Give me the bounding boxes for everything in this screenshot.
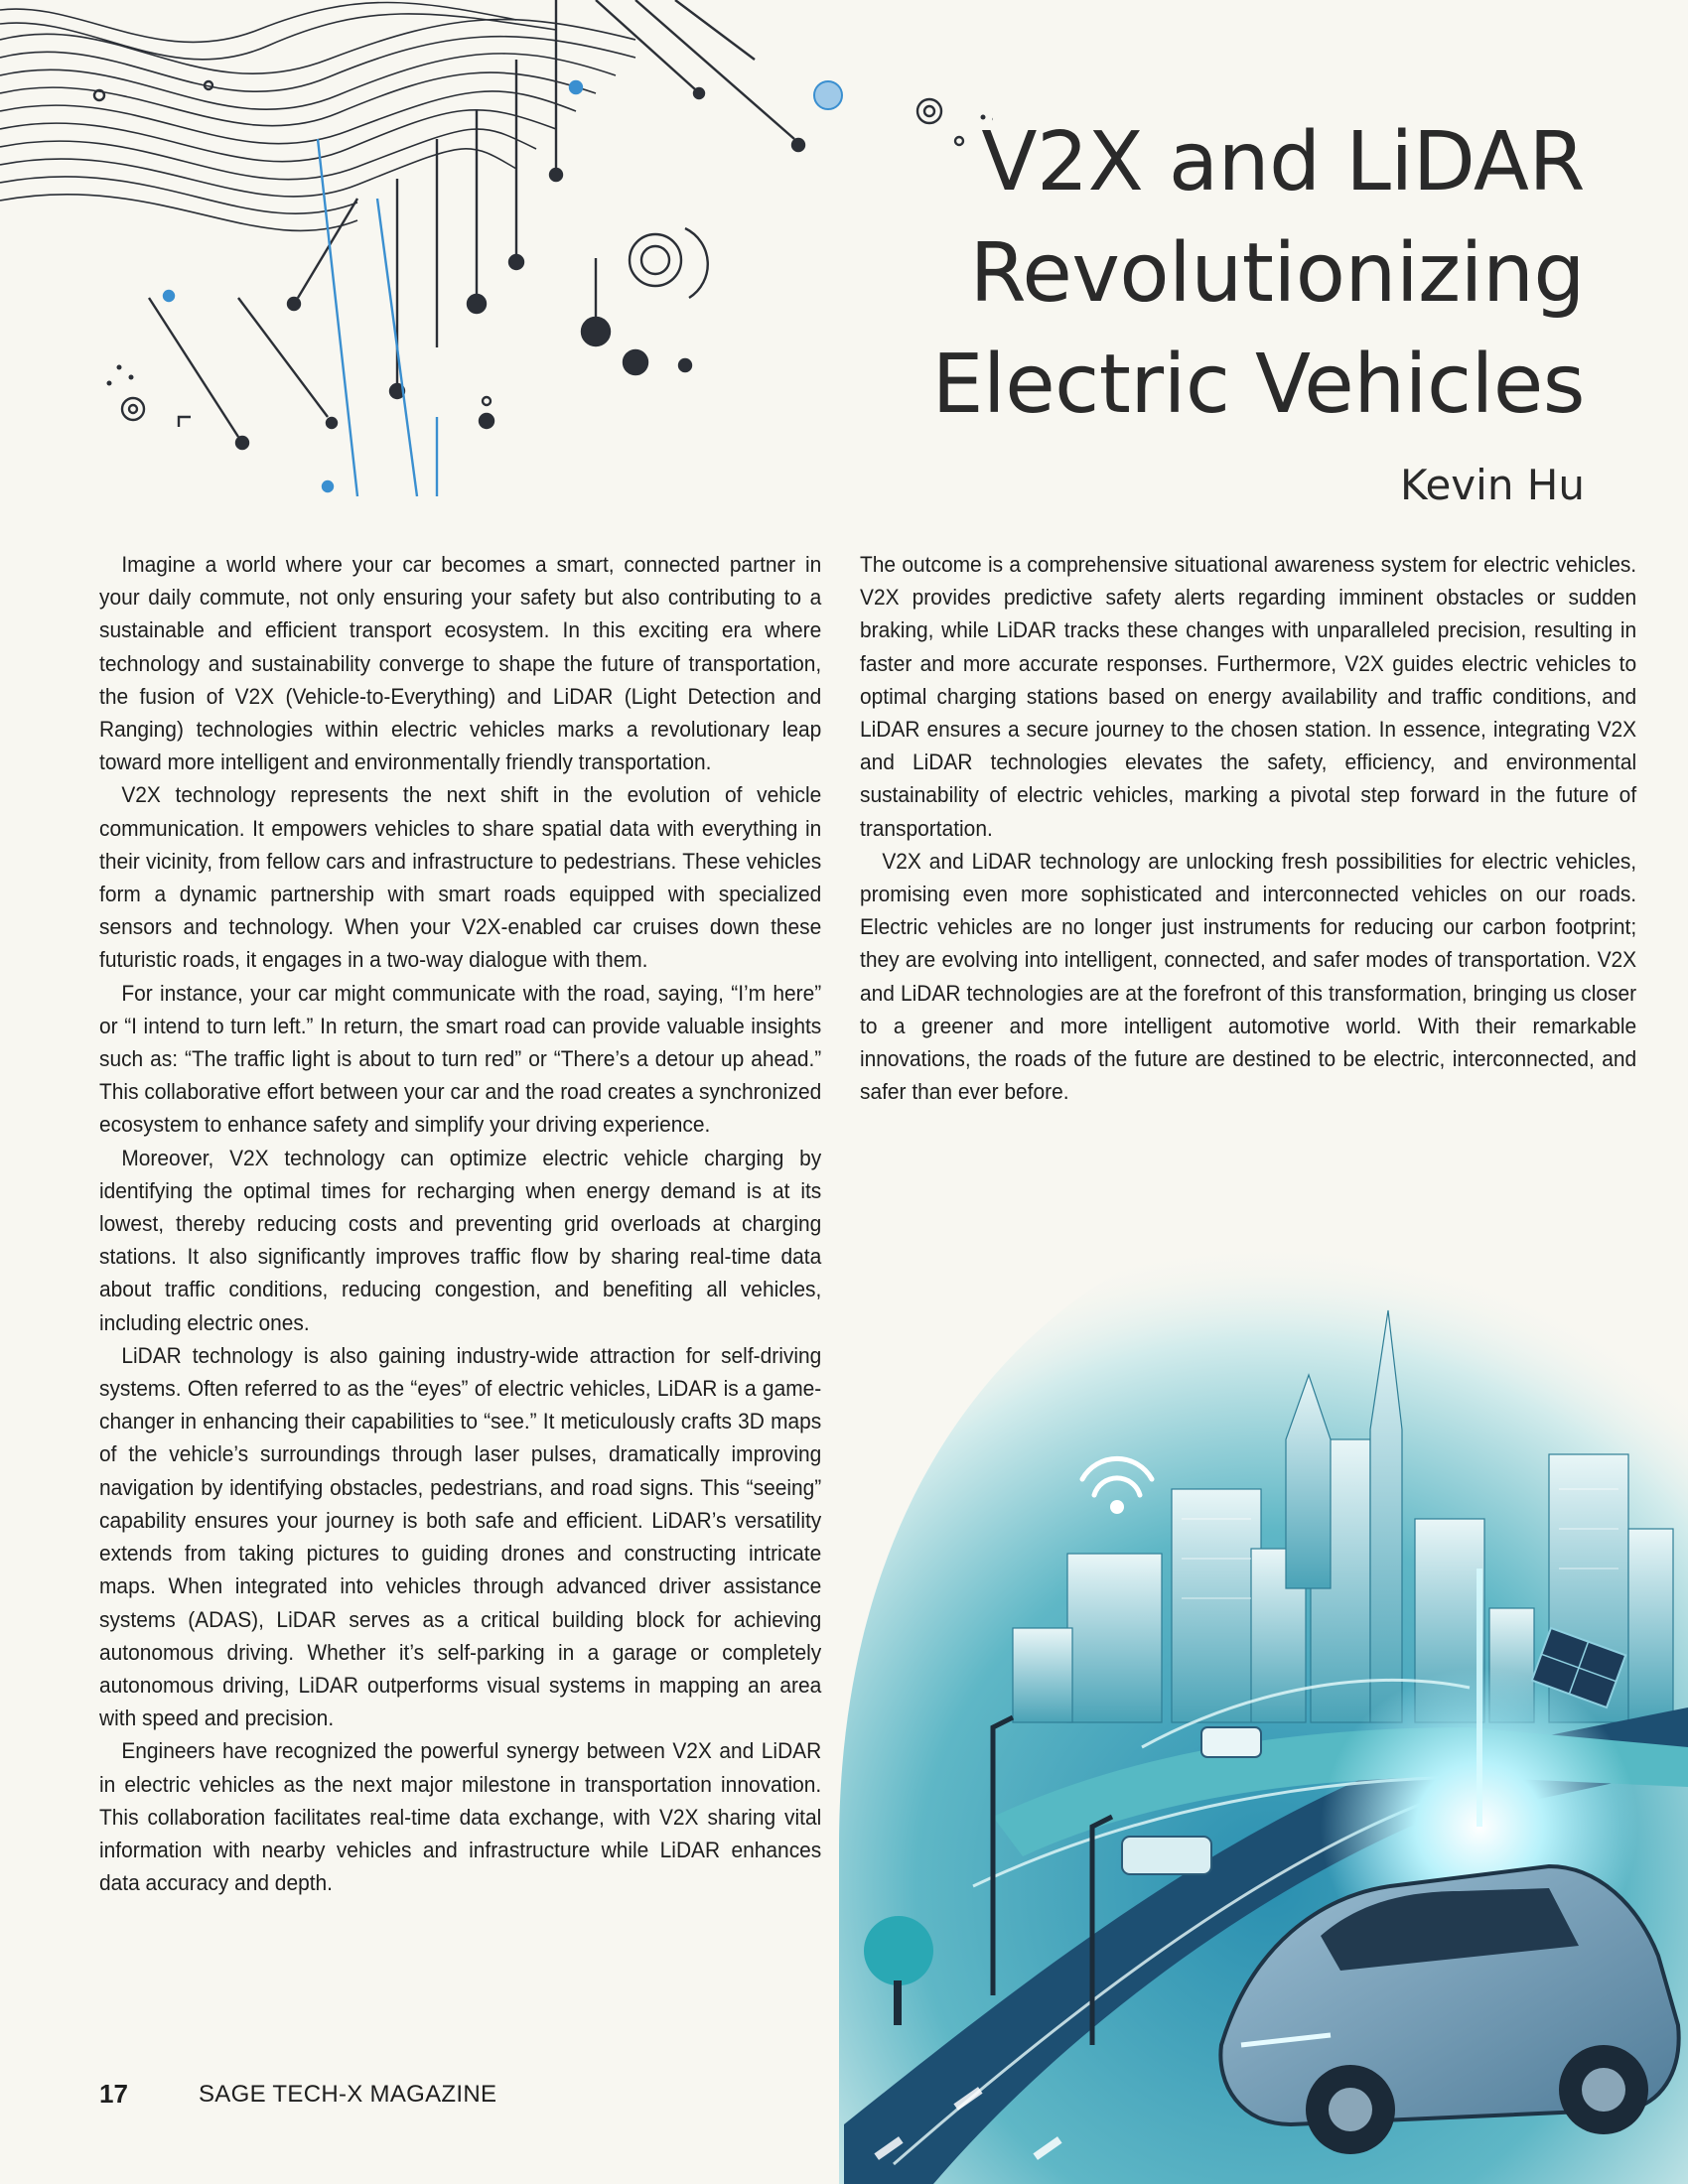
paragraph: Engineers have recognized the powerful synergy between V2X and LiDAR in electric vehicles as the next major milestone in transportation innovation. This collaboration facilitates real-time data exchange, with V2X sharing vital information with nearby vehicles and infrastructure while LiDAR enhances data accuracy and depth. <box>99 1738 822 1896</box>
paragraph: Moreover, V2X technology can optimize electric vehicle charging by identifying the optimal times for recharging when energy demand is at its lowest, thereby reducing costs and preventing grid overloads at charging stations. It also significantly improves traffic flow by sharing real-time data about traffic conditions, reducing congestion, and benefiting all vehicles, including electric ones. <box>99 1145 822 1335</box>
article-column-right <box>860 548 1636 1108</box>
article-column-left <box>99 548 821 1899</box>
title-line-1: V2X and LiDAR <box>981 115 1585 209</box>
paragraph: For instance, your car might communicate with the road, saying, “I’m here” or “I intend to turn left.” In return, the smart road can provide valuable insights such as: “The traffic light is about to turn red” or “There’s a detour up ahead.” This collaborative effort between your car and the road creates a synchronized ecosystem to enhance safety and simplify your driving experience. <box>99 980 822 1138</box>
paragraph: V2X technology represents the next shift in the evolution of vehicle communication. It empowers vehicles to share spatial data with everything in their vicinity, from fellow cars and infrastructure to pedestrians. These vehicles form a dynamic partnership with smart roads equipped with specialized sensors and technology. When your V2X-enabled car cruises down these futuristic roads, it engages in a two-way dialogue with them. <box>99 782 822 973</box>
title-line-3: Electric Vehicles <box>931 338 1585 432</box>
title-line-2: Revolutionizing <box>969 226 1585 321</box>
page-number: 17 <box>99 2079 128 2109</box>
magazine-name: SAGE TECH-X MAGAZINE <box>199 2081 497 2108</box>
paragraph: LiDAR technology is also gaining industry-wide attraction for self-driving systems. Often referred to as the “eyes” of electric vehicles, LiDAR is a game-changer in enhancing their capabilities to “see.” It meticulously crafts 3D maps of the vehicle’s surroundings through laser pulses, dramatically improving navigation by identifying obstacles, pedestrians, and road signs. This “seeing” capability ensures your journey is both safe and efficient. LiDAR’s versatility extends from taking pictures to guiding drones and constructing intricate maps. When integrated into vehicles through advanced driver assistance systems (ADAS), LiDAR serves as a critical building block for achieving autonomous driving. Whether it’s self-parking in a garage or completely autonomous driving, LiDAR outperforms visual systems in mapping an area with speed and precision. <box>99 1342 822 1731</box>
paragraph: V2X and LiDAR technology are unlocking fresh possibilities for electric vehicles, promising even more sophisticated and interconnected vehicles on our roads. Electric vehicles are no longer just instruments for reducing our carbon footprint; they are evolving into intelligent, connected, and safer modes of transportation. V2X and LiDAR technologies are at the forefront of this transformation, bringing us closer to a greener and more intelligent automotive world. With their remarkable innovations, the roads of the future are destined to be electric, interconnected, and safer than ever before. <box>860 848 1637 1105</box>
paragraph: Imagine a world where your car becomes a smart, connected partner in your daily commute, not only ensuring your safety but also contributing to a sustainable and efficient transport ecosystem. In this exciting era where technology and sustainability converge to shape the future of transportation, the fusion of V2X (Vehicle-to-Everything) and LiDAR (Light Detection and Ranging) technologies within electric vehicles marks a revolutionary leap toward more intelligent and environmentally friendly transportation. <box>99 552 822 775</box>
author-byline: Kevin Hu <box>1400 461 1585 509</box>
paragraph: The outcome is a comprehensive situational awareness system for electric vehicles. V2X provides predictive safety alerts regarding imminent obstacles or sudden braking, while LiDAR tracks these changes with unparalleled precision, resulting in faster and more accurate responses. Furthermore, V2X guides electric vehicles to optimal charging stations based on energy availability and traffic conditions, and LiDAR ensures a secure journey to the chosen station. In essence, integrating V2X and LiDAR technologies elevates the safety, efficiency, and environmental sustainability of electric vehicles, marking a pivotal step forward in the future of transportation. <box>860 552 1637 841</box>
article-title <box>691 107 1585 441</box>
